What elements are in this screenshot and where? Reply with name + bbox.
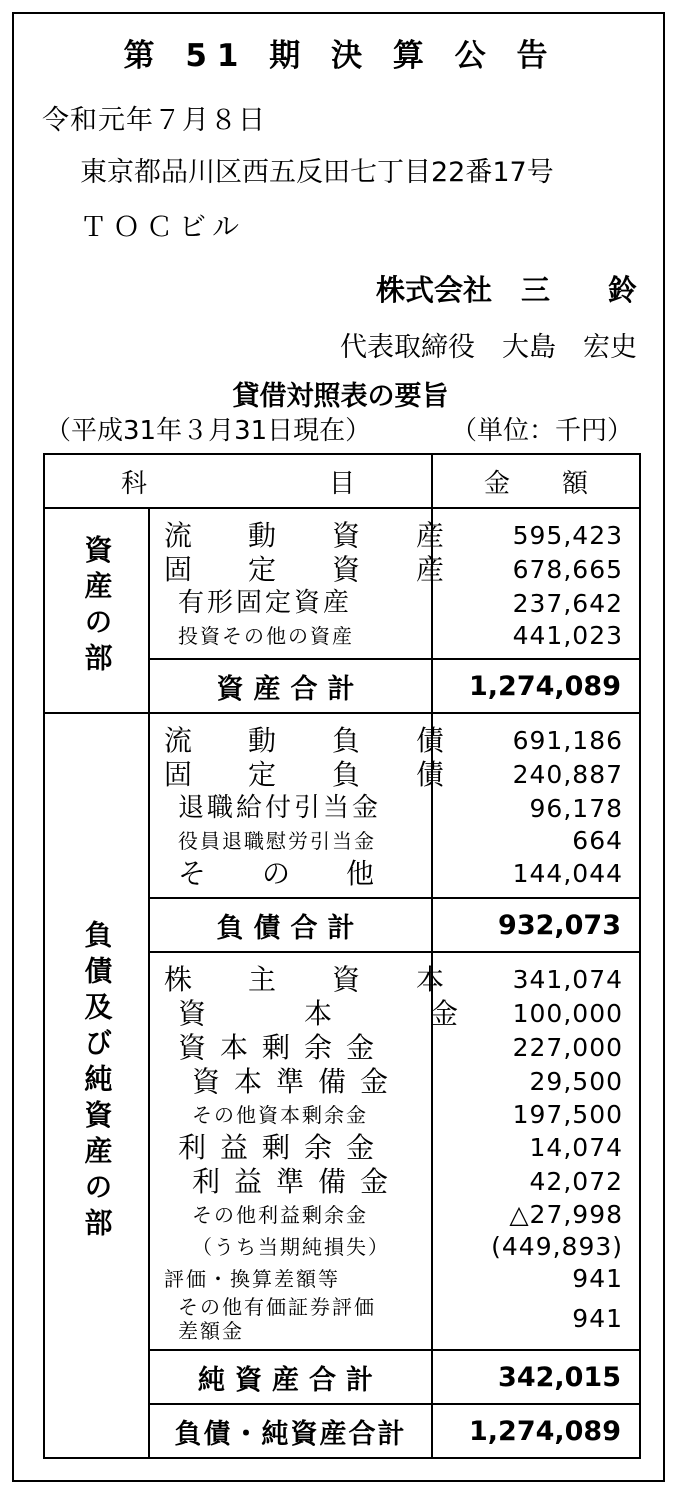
line-item-value: 595,423	[512, 521, 624, 550]
line-item-label: その他資本剰余金	[192, 1103, 368, 1127]
company-building: ＴＯＣビル	[80, 212, 245, 243]
line-item-label: 流 動 資 産	[164, 519, 459, 552]
assets-total-label: 資産合計	[149, 659, 432, 713]
line-item-value: 240,887	[512, 760, 624, 789]
liabilities-items	[149, 713, 459, 898]
company-name: 株式会社 三 鈴	[375, 273, 637, 307]
equity-items	[149, 952, 473, 1350]
line-item-value: 96,178	[529, 794, 624, 823]
line-item-value: △27,998	[509, 1200, 624, 1229]
line-item-value: 42,072	[529, 1167, 624, 1196]
line-item-value: 144,044	[512, 859, 624, 888]
line-item-label: そ の 他	[178, 857, 389, 890]
account-column-header: 科 目	[44, 454, 432, 508]
liabilities-total-value: 932,073	[432, 898, 640, 952]
liabilities-section	[44, 713, 640, 898]
line-item-label: 投資その他の資産	[178, 624, 354, 648]
balance-sheet-table	[43, 453, 641, 1459]
line-item-label: 資 本 金	[178, 997, 473, 1030]
liabilities-side-label: 負債及び純資産の部	[44, 713, 149, 1458]
line-item-label: その他有価証券評価 差額金	[178, 1295, 376, 1343]
line-item-label: 利益剰余金	[178, 1131, 389, 1164]
assets-section	[44, 508, 640, 659]
line-item-value: 941	[572, 1304, 624, 1333]
line-item-value: 227,000	[512, 1033, 624, 1062]
as-of-date: （平成31年３月31日現在）	[45, 416, 372, 446]
line-item-value: 237,642	[512, 589, 624, 618]
line-item-label: その他利益剰余金	[192, 1203, 368, 1227]
line-item-value: 197,500	[512, 1100, 624, 1129]
line-item-value: 100,000	[512, 999, 624, 1028]
table-header-row	[44, 454, 640, 508]
line-item-value: 678,665	[512, 555, 624, 584]
assets-side-label: 資産の部	[44, 508, 149, 713]
amount-column-header: 金 額	[432, 454, 640, 508]
line-item-value: 14,074	[529, 1133, 624, 1162]
representative: 代表取締役 大島 宏史	[340, 332, 637, 363]
balance-sheet-title: 貸借対照表の要旨	[232, 381, 449, 412]
line-item-label: 流 動 負 債	[164, 724, 459, 757]
assets-items	[149, 508, 459, 659]
unit-label: （単位：千円）	[450, 416, 633, 446]
line-item-value: 691,186	[512, 726, 624, 755]
line-item-value: 664	[572, 826, 624, 855]
equity-total-label: 純資産合計	[149, 1350, 432, 1404]
line-item-label: 評価・換算差額等	[164, 1267, 340, 1291]
equity-total-value: 342,015	[432, 1350, 640, 1404]
line-item-label: 固 定 資 産	[164, 553, 459, 586]
line-item-value: 341,074	[512, 965, 624, 994]
line-item-label: 資本準備金	[192, 1065, 403, 1098]
liabilities-values	[432, 713, 640, 898]
line-item-value: 29,500	[529, 1067, 624, 1096]
line-item-label: 利益準備金	[192, 1165, 403, 1198]
grand-total-label: 負債・純資産合計	[149, 1404, 432, 1458]
notice-date: 令和元年７月８日	[42, 105, 266, 136]
line-item-label: 資本剰余金	[178, 1031, 389, 1064]
company-address: 東京都品川区西五反田七丁目22番17号	[80, 157, 554, 188]
line-item-label: 役員退職慰労引当金	[178, 829, 376, 853]
notice-title: 第 51 期 決 算 公 告	[123, 38, 558, 74]
line-item-label: 株 主 資 本	[164, 963, 459, 996]
line-item-label: （うち当期純損失）	[192, 1235, 390, 1259]
line-item-label: 有形固定資産	[178, 588, 353, 618]
line-item-value: 941	[572, 1264, 624, 1293]
assets-total-value: 1,274,089	[432, 659, 640, 713]
grand-total-value: 1,274,089	[432, 1404, 640, 1458]
line-item-label: 退職給付引当金	[178, 793, 382, 823]
line-item-value: (449,893)	[491, 1232, 624, 1261]
line-item-value: 441,023	[512, 621, 624, 650]
liabilities-total-label: 負債合計	[149, 898, 432, 952]
assets-values	[432, 508, 640, 659]
line-item-label: 固 定 負 債	[164, 758, 459, 791]
